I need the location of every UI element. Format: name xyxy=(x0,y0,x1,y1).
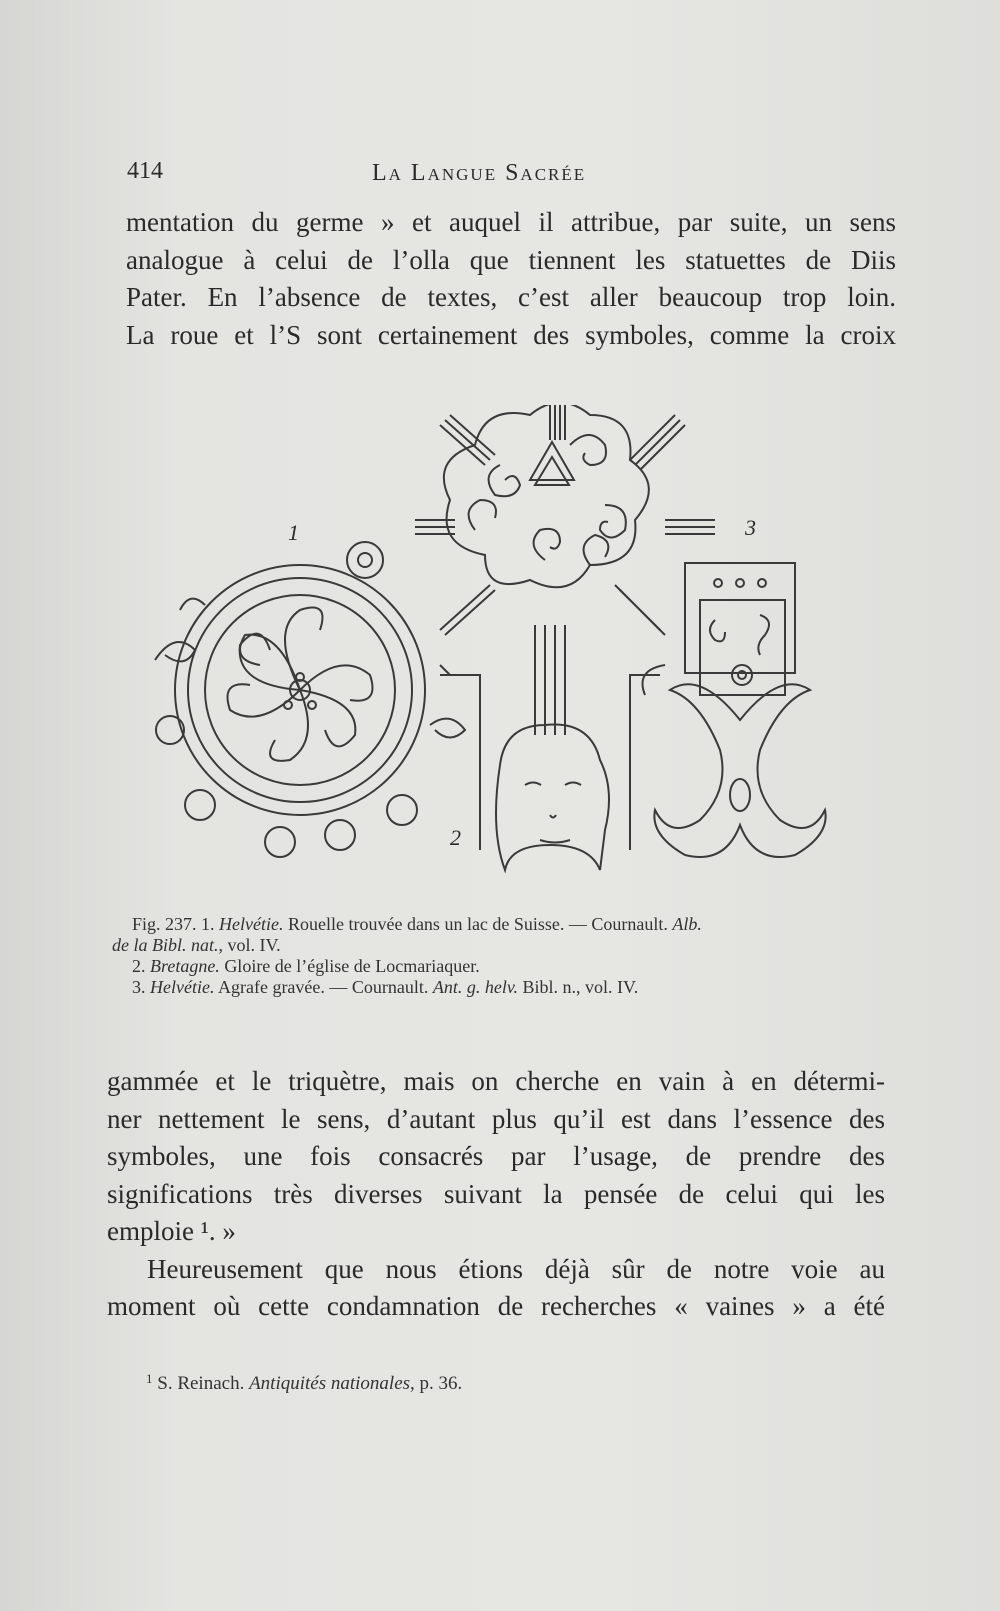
gloire-drawing xyxy=(415,405,715,870)
running-title: La Langue Sacrée xyxy=(372,160,587,186)
text-line: emploie ¹. » xyxy=(107,1216,236,1246)
rouelle-drawing xyxy=(155,542,465,857)
figure-label-3: 3 xyxy=(745,515,756,540)
text-line: analogue à celui de l’olla que tiennent les statuettes de Diis xyxy=(126,244,896,275)
page-number: 414 xyxy=(127,158,163,184)
caption-line-3: 2. Bretagne. Gloire de l’église de Locmariaquer. xyxy=(132,956,480,976)
figure-237 xyxy=(140,405,880,900)
figure-illustration xyxy=(140,405,880,900)
footnote: $^1$ S. Reinach. Antiquités nationales, p. 36. xyxy=(146,1371,463,1394)
agrafe-drawing xyxy=(643,563,826,857)
text-line: mentation du germe » et auquel il attribue, par suite, un sens xyxy=(126,207,896,237)
text-line: Heureusement que nous étions déjà sûr de notre voie au xyxy=(147,1253,885,1284)
caption-line-2: de la Bibl. nat., vol. IV. xyxy=(112,935,281,955)
caption-line-4: 3. Helvétie. Agrafe gravée. — Cournault. Ant. g. helv. Bibl. n., vol. IV. xyxy=(132,977,639,997)
caption-line-1: Fig. 237. 1. Helvétie. Rouelle trouvée dans un lac de Suisse. — Cournault. Alb. xyxy=(132,914,702,934)
text-line: symboles, une fois consacrés par l’usage, de prendre des xyxy=(107,1141,885,1171)
text-line: gammée et le triquètre, mais on cherche en vain à en détermi- xyxy=(107,1066,885,1096)
figure-label-1: 1 xyxy=(288,520,299,545)
running-head xyxy=(127,158,892,188)
figure-label-2: 2 xyxy=(450,825,461,850)
paragraph-top xyxy=(126,204,896,354)
figure-caption xyxy=(112,914,892,998)
text-line: Pater. En l’absence de textes, c’est aller beaucoup trop loin. xyxy=(126,282,896,312)
text-line: ner nettement le sens, d’autant plus qu’il est dans l’essence des xyxy=(107,1103,885,1134)
text-line: significations très diverses suivant la pensée de celui qui les xyxy=(107,1178,885,1209)
footnote-marker: 1 xyxy=(146,1371,153,1386)
text-line: La roue et l’S sont certainement des symboles, comme la croix xyxy=(126,319,896,350)
text-line: moment où cette condamnation de recherches « vaines » a été xyxy=(107,1291,885,1321)
paragraph-bottom xyxy=(107,1063,885,1326)
